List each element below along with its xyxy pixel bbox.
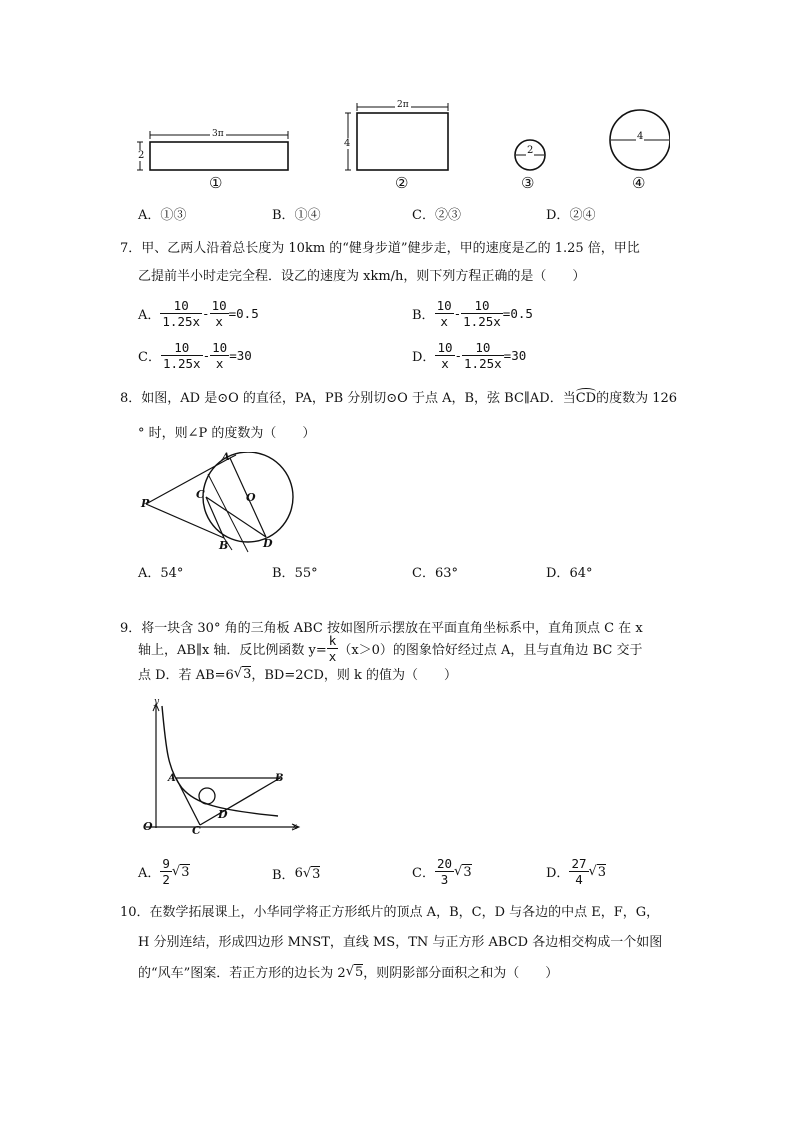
q7-option-d[interactable] <box>412 340 526 371</box>
option-label: B． <box>412 308 435 323</box>
q9-label-b: B <box>275 773 284 784</box>
denominator: x <box>215 356 224 371</box>
option-text: 64° <box>569 566 593 581</box>
q9-stem-part: 点 D．若 AB=6 <box>138 668 234 683</box>
denominator: 3 <box>440 872 449 887</box>
option-text: ①④ <box>294 208 321 223</box>
fraction <box>435 856 454 887</box>
fig4-number: ④ <box>632 174 646 192</box>
q8-options <box>138 562 698 581</box>
option-text: ②④ <box>569 208 596 223</box>
option-label: C． <box>138 350 161 365</box>
fig1-top-label: 3π <box>212 129 224 139</box>
fig1-side-label: 2 <box>138 150 145 161</box>
option-text: ②③ <box>434 208 461 223</box>
q8-option-c[interactable] <box>412 562 546 581</box>
option-label: C． <box>412 208 435 223</box>
operator: - <box>454 348 463 363</box>
option-label: C． <box>412 566 435 581</box>
denominator: 1.25x <box>464 356 502 371</box>
operator: - <box>202 348 211 363</box>
q8-label-a: A <box>222 452 230 463</box>
radicand: 3 <box>312 866 321 882</box>
fraction <box>160 856 172 887</box>
q8-label-p: P <box>141 497 150 510</box>
q9-stem-part: （x＞0）的图象恰好经过点 A，且与直角边 BC 交于 <box>338 642 643 658</box>
q7-option-b[interactable] <box>412 298 533 329</box>
q9-option-d[interactable] <box>546 856 606 887</box>
option-text: 55° <box>294 566 318 581</box>
q10-stem-line3 <box>138 962 558 981</box>
operator: - <box>453 306 462 321</box>
option-text: 63° <box>434 566 458 581</box>
numerator: k <box>328 632 337 648</box>
q10-stem-line1: 10．在数学拓展课上，小华同学将正方形纸片的顶点 A，B，C，D 与各边的中点 E，F，G， <box>120 905 660 920</box>
fraction-k-over-x <box>327 633 339 664</box>
q8-label-d: D <box>263 537 273 550</box>
fraction <box>210 298 229 329</box>
radicand: 5 <box>355 964 364 980</box>
q8-label-b: B <box>219 539 229 552</box>
q8-stem-line2: ° 时，则∠P 的度数为（ ） <box>138 426 316 441</box>
q10-stem-part: ，则阴影部分面积之和为（ ） <box>363 966 559 981</box>
operator: - <box>202 306 210 321</box>
q6-options <box>138 204 698 223</box>
option-text: ①③ <box>160 208 187 223</box>
numerator: 27 <box>571 856 587 871</box>
option-label: B． <box>272 208 295 223</box>
fraction <box>435 298 454 329</box>
fig3-diameter-label: 2 <box>527 145 534 156</box>
denominator: x <box>441 356 449 371</box>
denominator: x <box>328 648 337 664</box>
sqrt-sign: √ <box>454 864 463 879</box>
q7-option-a[interactable] <box>138 298 259 329</box>
q9-label-x: x <box>292 822 298 832</box>
numerator: 10 <box>212 340 228 355</box>
fraction <box>435 340 454 371</box>
radicand: 3 <box>597 864 607 880</box>
fraction <box>462 340 504 371</box>
fig4-diameter-label: 4 <box>637 131 644 142</box>
q9-label-a: A <box>168 773 176 784</box>
q9-label-c: C <box>192 824 201 837</box>
q8-label-o: O <box>246 491 256 504</box>
q6-option-c[interactable] <box>412 204 546 223</box>
q7-stem-line2: 乙提前半小时走完全程．设乙的速度为 xkm/h，则下列方程正确的是（ ） <box>138 269 586 284</box>
numerator: 10 <box>436 298 452 313</box>
option-label: B． <box>272 868 295 883</box>
option-label: A． <box>138 866 161 881</box>
option-label: D． <box>546 566 570 581</box>
denominator: x <box>440 314 448 329</box>
option-label: B． <box>272 566 295 581</box>
rhs: =0.5 <box>228 306 259 321</box>
numerator: 10 <box>160 298 202 314</box>
q10-stem-part: 的“风车”图案．若正方形的边长为 2 <box>138 966 346 981</box>
q8-option-a[interactable] <box>138 562 272 581</box>
rhs: =30 <box>229 348 252 363</box>
sqrt-sign: √ <box>588 864 597 879</box>
q7-stem-line1: 7．甲、乙两人沿着总长度为 10km 的“健身步道”健步走，甲的速度是乙的 1.25 倍，甲比 <box>120 241 640 256</box>
sqrt-sign: √ <box>171 864 181 879</box>
arc-cd <box>576 386 596 412</box>
q9-option-a[interactable] <box>138 856 190 887</box>
option-label: D． <box>546 208 570 223</box>
figure-2-rectangle <box>345 103 448 170</box>
denominator: 1.25x <box>162 314 201 329</box>
q8-stem-part: 8．如图，AD 是⊙O 的直径，PA，PB 分别切⊙O 于点 A，B，弦 BC∥AD．当 <box>120 391 576 406</box>
q8-option-b[interactable] <box>272 562 412 581</box>
q10-stem-line2: H 分别连结，形成四边形 MNST，直线 MS，TN 与正方形 ABCD 各边相交构成一个如图 <box>138 935 663 950</box>
radicand: 3 <box>243 666 252 682</box>
q7-option-c[interactable] <box>138 340 252 371</box>
q8-option-d[interactable] <box>546 562 592 581</box>
rhs: =30 <box>503 348 527 363</box>
option-label: C． <box>412 866 435 881</box>
q9-option-b[interactable] <box>272 864 320 883</box>
q9-label-y: y <box>154 697 160 707</box>
numerator: 20 <box>436 856 453 871</box>
denominator: 1.25x <box>162 356 201 371</box>
option-label: D． <box>546 866 570 881</box>
denominator: x <box>215 314 223 329</box>
denominator: 2 <box>162 872 170 887</box>
q9-label-o: O <box>143 820 153 833</box>
radicand: 3 <box>463 864 472 880</box>
arc-label: CD <box>575 391 597 406</box>
q9-stem-line3 <box>138 664 457 683</box>
option-label: A． <box>138 566 161 581</box>
fraction <box>160 298 202 329</box>
sqrt-sign: √ <box>345 964 354 979</box>
fraction <box>461 298 503 329</box>
q6-option-d[interactable] <box>546 204 595 223</box>
sqrt-sign: √ <box>233 666 243 681</box>
numerator: 10 <box>211 298 227 313</box>
q9-option-c[interactable] <box>412 856 472 887</box>
q9-stem-line1: 9．将一块含 30° 角的三角板 ABC 按如图所示摆放在平面直角坐标系中，直角顶点 C 在 x <box>120 621 643 636</box>
fraction <box>161 340 203 371</box>
q8-stem-line1 <box>120 386 677 412</box>
fig1-number: ① <box>209 174 223 192</box>
q8-label-c: C <box>196 488 205 501</box>
q9-stem-part: ，BD=2CD，则 k 的值为（ ） <box>251 668 458 683</box>
fig3-number: ③ <box>521 174 535 192</box>
numerator: 9 <box>162 856 170 871</box>
fraction <box>569 856 588 887</box>
option-text: 54° <box>160 566 184 581</box>
rhs: =0.5 <box>502 306 533 321</box>
fig2-top-label: 2π <box>397 100 409 110</box>
numerator: 10 <box>462 340 504 356</box>
numerator: 10 <box>437 340 453 355</box>
option-label: A． <box>138 208 161 223</box>
numerator: 10 <box>161 340 203 356</box>
option-label: A． <box>138 308 161 323</box>
coefficient: 6 <box>294 866 303 881</box>
radicand: 3 <box>181 864 190 880</box>
fraction <box>210 340 229 371</box>
q9-stem-part: 轴上，AB∥x 轴．反比例函数 y= <box>138 642 327 658</box>
fig2-number: ② <box>395 174 409 192</box>
sqrt-sign: √ <box>302 866 312 881</box>
denominator: 1.25x <box>463 314 501 329</box>
option-label: D． <box>412 350 436 365</box>
q8-stem-part: 的度数为 126 <box>596 391 678 406</box>
q9-label-d: D <box>218 808 228 821</box>
arc-mark <box>576 388 596 395</box>
q6-option-a[interactable] <box>138 204 272 223</box>
fig2-side-label: 4 <box>344 138 351 149</box>
q6-option-b[interactable] <box>272 204 412 223</box>
numerator: 10 <box>461 298 503 314</box>
denominator: 4 <box>575 872 583 887</box>
